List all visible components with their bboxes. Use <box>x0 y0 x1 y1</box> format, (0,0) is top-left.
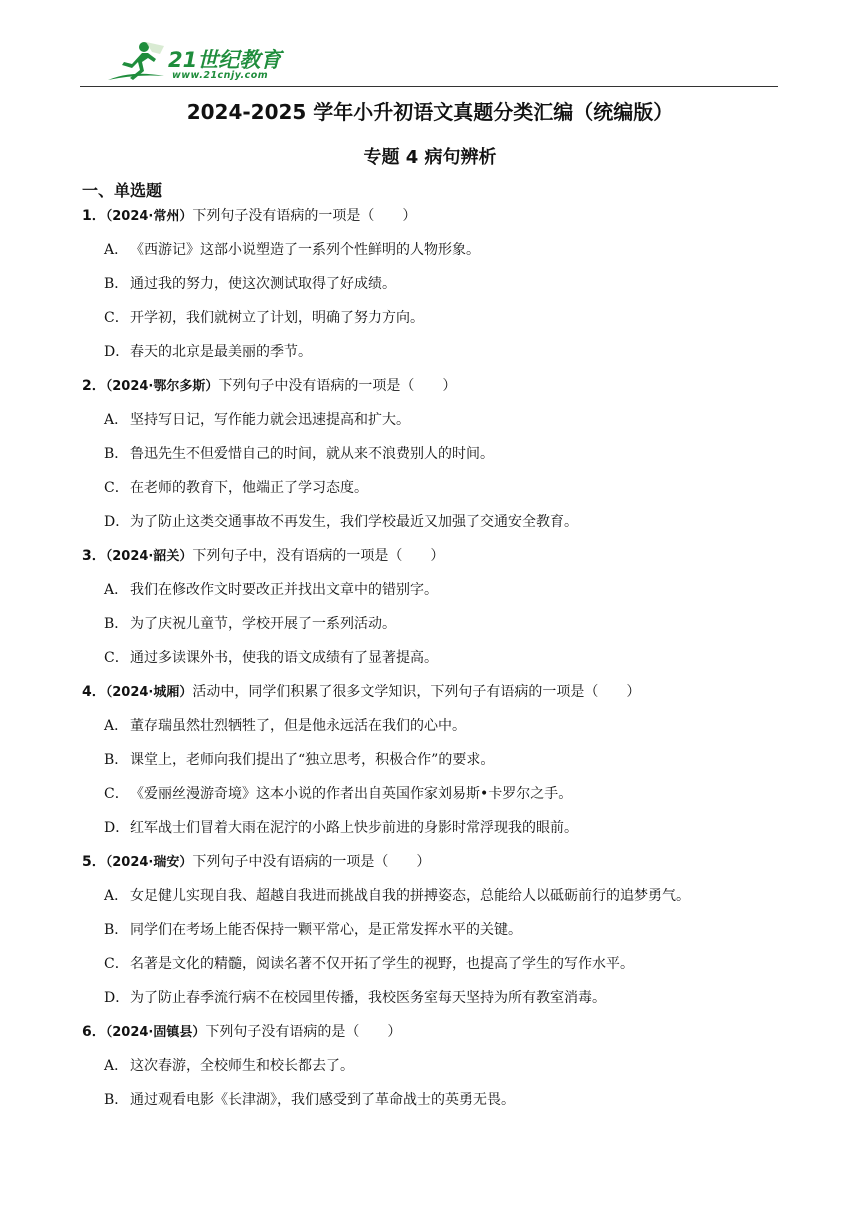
option-text: 《西游记》这部小说塑造了一系列个性鲜明的人物形象。 <box>130 242 480 258</box>
option-text: 春天的北京是最美丽的季节。 <box>130 344 312 360</box>
question-text: 下列句子中没有语病的一项是（ ） <box>218 378 457 394</box>
option-text: 通过多读课外书，使我的语文成绩有了显著提高。 <box>130 650 438 666</box>
answer-option <box>82 443 782 477</box>
option-text: 同学们在考场上能否保持一颗平常心，是正常发挥水平的关键。 <box>130 922 522 938</box>
question-stem <box>82 545 782 579</box>
question-stem <box>82 681 782 715</box>
option-text: 红军战士们冒着大雨在泥泞的小路上快步前进的身影时常浮现我的眼前。 <box>130 820 578 836</box>
question-stem <box>82 205 782 239</box>
option-letter: C． <box>104 480 129 496</box>
question-text: 下列句子没有语病的是（ ） <box>205 1024 402 1040</box>
question-stem <box>82 375 782 409</box>
question-text: 下列句子中没有语病的一项是（ ） <box>192 854 431 870</box>
option-text: 课堂上，老师向我们提出了“独立思考，积极合作”的要求。 <box>130 752 495 768</box>
answer-option <box>82 307 782 341</box>
header-divider <box>80 86 778 87</box>
option-text: 鲁迅先生不但爱惜自己的时间，就从来不浪费别人的时间。 <box>130 446 494 462</box>
question-text: 下列句子中，没有语病的一项是（ ） <box>192 548 445 564</box>
question-text: 活动中，同学们积累了很多文学知识，下列句子有语病的一项是（ ） <box>192 684 641 700</box>
option-text: 开学初，我们就树立了计划，明确了努力方向。 <box>130 310 424 326</box>
option-letter: A． <box>104 718 129 734</box>
question-source: （2024·鄂尔多斯） <box>105 379 219 394</box>
option-letter: D． <box>104 514 130 530</box>
option-text: 为了防止春季流行病不在校园里传播，我校医务室每天坚持为所有教室消毒。 <box>130 990 606 1006</box>
question-number: 5． <box>82 854 106 870</box>
answer-option <box>82 409 782 443</box>
question-stem <box>82 1021 782 1055</box>
option-letter: C． <box>104 956 129 972</box>
answer-option <box>82 273 782 307</box>
question-source: （2024·韶关） <box>105 549 193 564</box>
option-text: 董存瑞虽然壮烈牺牲了，但是他永远活在我们的心中。 <box>130 718 466 734</box>
question-number: 2． <box>82 378 106 394</box>
answer-option <box>82 579 782 613</box>
option-letter: D． <box>104 990 130 1006</box>
answer-option <box>82 647 782 681</box>
option-letter: C． <box>104 650 129 666</box>
option-text: 这次春游，全校师生和校长都去了。 <box>130 1058 354 1074</box>
question-item <box>82 545 782 681</box>
option-text: 为了庆祝儿童节，学校开展了一系列活动。 <box>130 616 396 632</box>
runner-logo-icon <box>102 40 168 84</box>
question-item <box>82 375 782 545</box>
option-letter: B． <box>104 922 129 938</box>
answer-option <box>82 715 782 749</box>
answer-option <box>82 919 782 953</box>
question-number: 4． <box>82 684 106 700</box>
answer-option <box>82 613 782 647</box>
question-text: 下列句子没有语病的一项是（ ） <box>192 208 417 224</box>
option-text: 在老师的教育下，他端正了学习态度。 <box>130 480 368 496</box>
option-letter: A． <box>104 242 129 258</box>
answer-option <box>82 1055 782 1089</box>
option-text: 《爱丽丝漫游奇境》这本小说的作者出自英国作家刘易斯•卡罗尔之手。 <box>130 786 573 802</box>
question-source: （2024·固镇县） <box>105 1025 206 1040</box>
question-number: 1． <box>82 208 106 224</box>
page-header <box>80 36 780 88</box>
option-letter: C． <box>104 310 129 326</box>
answer-option <box>82 1089 782 1123</box>
answer-option <box>82 749 782 783</box>
option-text: 为了防止这类交通事故不再发生，我们学校最近又加强了交通安全教育。 <box>130 514 578 530</box>
option-text: 我们在修改作文时要改正并找出文章中的错别字。 <box>130 582 438 598</box>
answer-option <box>82 953 782 987</box>
answer-option <box>82 885 782 919</box>
answer-option <box>82 239 782 273</box>
answer-option <box>82 817 782 851</box>
question-item <box>82 681 782 851</box>
answer-option <box>82 511 782 545</box>
question-stem <box>82 851 782 885</box>
option-text: 通过我的努力，使这次测试取得了好成绩。 <box>130 276 396 292</box>
option-letter: B． <box>104 446 129 462</box>
option-letter: C． <box>104 786 129 802</box>
option-letter: D． <box>104 344 130 360</box>
answer-option <box>82 477 782 511</box>
section-heading: 一、单选题 <box>82 181 163 200</box>
option-text: 女足健儿实现自我、超越自我进而挑战自我的拼搏姿态，总能给人以砥砺前行的追梦勇气。 <box>130 888 690 904</box>
question-item <box>82 851 782 1021</box>
answer-option <box>82 341 782 375</box>
question-item <box>82 205 782 375</box>
document-title: 2024-2025 学年小升初语文真题分类汇编（统编版） <box>186 100 674 124</box>
option-text: 通过观看电影《长津湖》，我们感受到了革命战士的英勇无畏。 <box>130 1092 515 1108</box>
question-source: （2024·瑞安） <box>105 855 193 870</box>
question-source: （2024·常州） <box>105 209 193 224</box>
option-letter: A． <box>104 1058 129 1074</box>
document-subtitle: 专题 4 病句辨析 <box>363 147 497 168</box>
option-text: 坚持写日记，写作能力就会迅速提高和扩大。 <box>130 412 410 428</box>
option-letter: D． <box>104 820 130 836</box>
question-number: 6． <box>82 1024 106 1040</box>
question-item <box>82 1021 782 1123</box>
option-letter: A． <box>104 582 129 598</box>
logo <box>102 40 282 86</box>
option-letter: A． <box>104 888 129 904</box>
logo-url: www.21cnjy.com <box>172 70 269 81</box>
question-source: （2024·城厢） <box>105 685 193 700</box>
option-letter: B． <box>104 1092 129 1108</box>
option-letter: B． <box>104 752 129 768</box>
answer-option <box>82 987 782 1021</box>
option-letter: B． <box>104 276 129 292</box>
question-list <box>82 205 782 1123</box>
answer-option <box>82 783 782 817</box>
option-letter: A． <box>104 412 129 428</box>
option-letter: B． <box>104 616 129 632</box>
option-text: 名著是文化的精髓，阅读名著不仅开拓了学生的视野，也提高了学生的写作水平。 <box>130 956 634 972</box>
question-number: 3． <box>82 548 106 564</box>
logo-wordmark: 21世纪教育 <box>168 48 282 72</box>
